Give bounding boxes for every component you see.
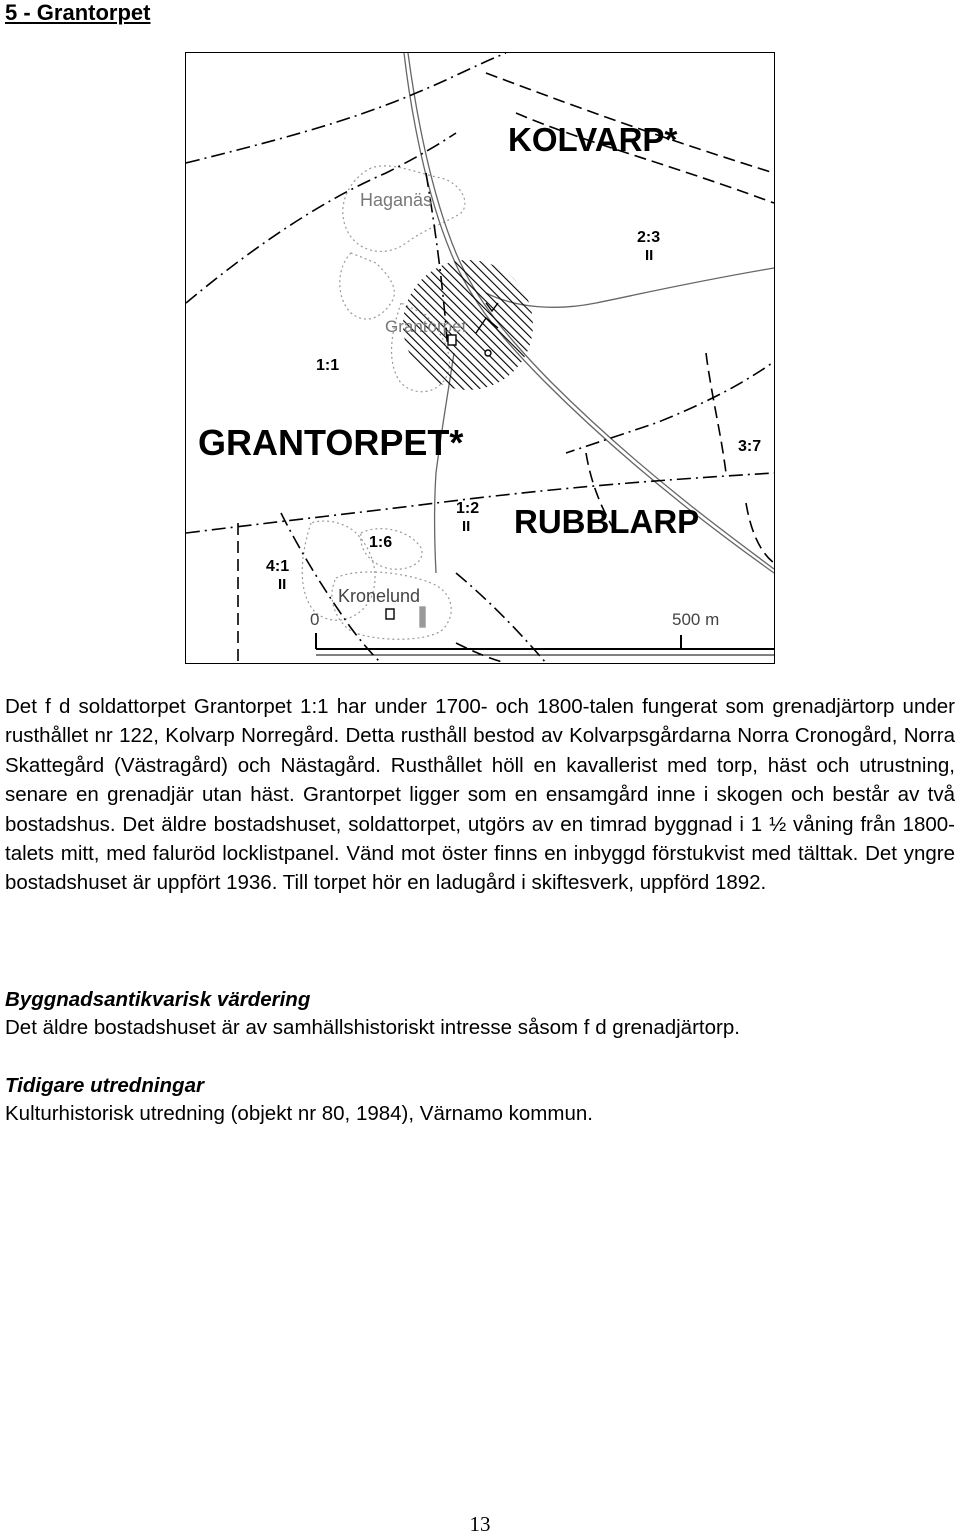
description-paragraph: Det f d soldattorpet Grantorpet 1:1 har under 1700- och 1800-talen fungerat som grenadjärtorp under rusthållet nr 122, Kolvarp Norregård. Detta rusthåll bestod av Kolvarpsgårdarna Norra Cronogård, Norra Skattegård (Västragård) och Nästagård. Rusthållet höll en kavallerist med torp, häst och utrustning, senare en grenadjär utan häst. Grantorpet ligger som en ensamgård inne i skogen och består av två bostadshus. Det äldre bostadshuset, soldattorpet, utgörs av en timrad byggnad i 1 ½ våning från 1800-talets mitt, med faluröd locklistpanel. Vänd mot öster finns en inbyggd förstukvist med tälttak. Det yngre bostadshuset är uppfört 1936. Till torpet hör en ladugård i skiftesverk, uppförd 1892.: [5, 695, 955, 895]
page-number: 13: [469, 1512, 491, 1536]
label-kolvarp: KOLVARP*: [508, 121, 678, 158]
label-haganas: Haganäs: [360, 190, 433, 210]
scale-bar: [316, 633, 774, 655]
section-text-valuation: Det äldre bostadshuset är av samhällshistoriskt intresse såsom f d grenadjärtorp.: [5, 1016, 740, 1039]
label-rubblarp: RUBBLARP: [514, 503, 700, 540]
label-ref-1-1: 1:1: [316, 357, 340, 374]
section-title-valuation: Byggnadsantikvarisk värdering: [5, 988, 311, 1011]
label-ref-2-3: 2:3: [637, 229, 661, 246]
label-ref-1-2-roman: II: [462, 518, 471, 535]
label-ref-2-3-roman: II: [645, 247, 654, 264]
label-grantorpet-small: Grantorpet: [385, 317, 467, 336]
label-ref-4-1: 4:1: [266, 558, 290, 575]
label-ref-4-1-roman: II: [278, 576, 287, 593]
page-heading: 5 - Grantorpet: [5, 0, 151, 25]
label-ref-1-2: 1:2: [456, 500, 480, 517]
section-text-previous-studies: Kulturhistorisk utredning (objekt nr 80, 1984), Värnamo kommun.: [5, 1102, 593, 1125]
label-ref-3-7: 3:7: [738, 438, 762, 455]
label-ref-1-6: 1:6: [369, 534, 393, 551]
section-title-previous-studies: Tidigare utredningar: [5, 1074, 204, 1097]
label-scale-end: 500 m: [672, 610, 720, 629]
field-outlines: [302, 166, 465, 639]
label-kronelund: Kronelund: [338, 586, 421, 606]
label-grantorpet: GRANTORPET*: [198, 422, 464, 463]
location-map: [185, 52, 775, 664]
map-drawing: [186, 53, 774, 663]
label-scale-start: 0: [310, 610, 320, 629]
